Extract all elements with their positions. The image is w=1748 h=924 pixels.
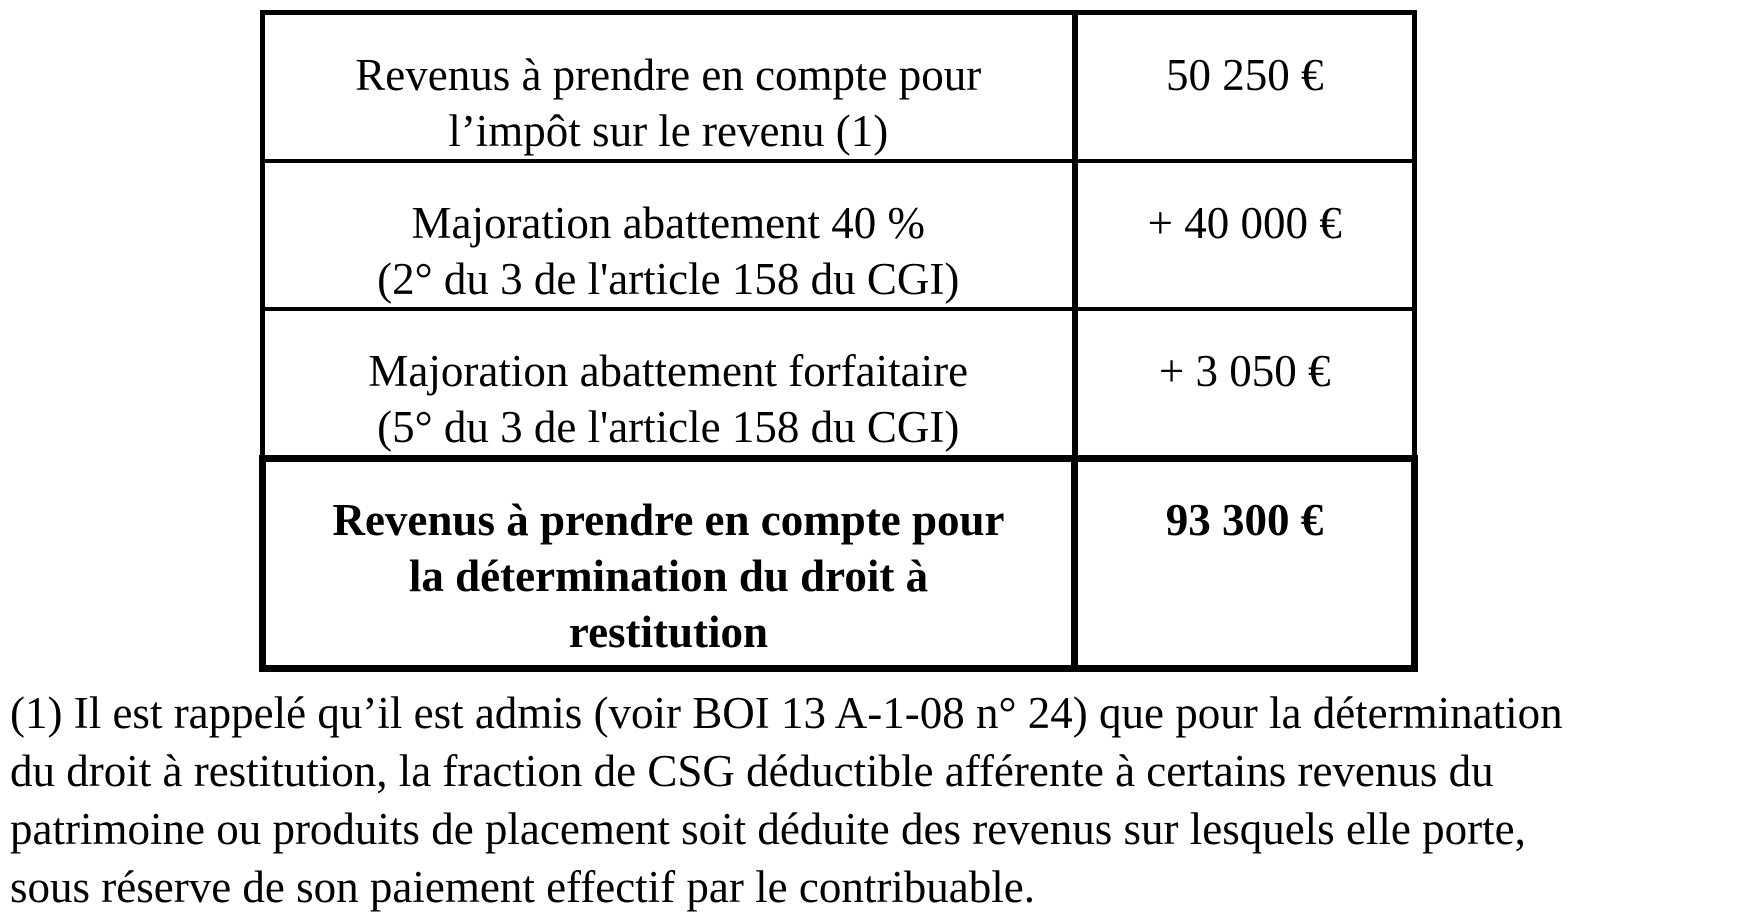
total-value: 93 300 € (1075, 459, 1415, 669)
label-line: (5° du 3 de l'article 158 du CGI) (377, 402, 960, 452)
total-row (263, 459, 1415, 669)
label-line: (2° du 3 de l'article 158 du CGI) (377, 254, 960, 304)
footnote-line: patrimoine ou produits de placement soit déduite des revenus sur lesquels elle porte, (10, 804, 1526, 854)
revenue-table (259, 10, 1418, 672)
table-row (263, 309, 1415, 459)
total-label (263, 459, 1075, 669)
footnote-line: sous réserve de son paiement effectif par le contribuable. (10, 862, 1036, 912)
label-line: la détermination du droit à (408, 551, 929, 601)
table-row (263, 161, 1415, 309)
label-line: Revenus à prendre en compte pour (332, 495, 1005, 545)
label-line: Majoration abattement 40 % (411, 198, 926, 248)
row-label (263, 309, 1075, 459)
label-line: Majoration abattement forfaitaire (368, 346, 969, 396)
row-value: 50 250 € (1075, 13, 1415, 162)
footnote (10, 684, 1742, 916)
label-line: l’impôt sur le revenu (1) (448, 106, 889, 156)
table-row (263, 13, 1415, 162)
label-line: Revenus à prendre en compte pour (355, 50, 982, 100)
footnote-line: du droit à restitution, la fraction de CSG déductible afférente à certains revenus du (10, 746, 1494, 796)
label-line: restitution (568, 607, 769, 657)
row-label (263, 13, 1075, 162)
row-value: + 3 050 € (1075, 309, 1415, 459)
row-value: + 40 000 € (1075, 161, 1415, 309)
row-label (263, 161, 1075, 309)
footnote-line: (1) Il est rappelé qu’il est admis (voir BOI 13 A-1-08 n° 24) que pour la détermination (10, 688, 1563, 738)
